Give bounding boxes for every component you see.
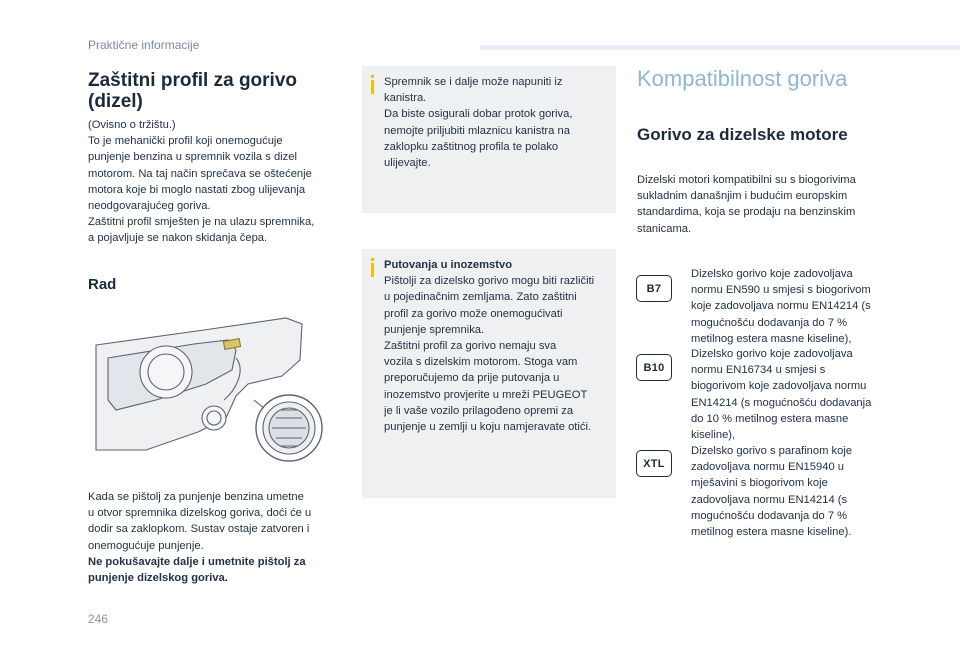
header-bar	[480, 45, 960, 50]
b10-description	[691, 346, 891, 443]
intro-line: sukladnim današnjim i budućim europskim	[637, 190, 848, 203]
note-line: u pojedinačnim zemljama. Zato zaštitni	[384, 291, 577, 304]
note-line: Da biste osigurali dobar protok goriva,	[384, 108, 573, 121]
fuel-line: koje zadovoljava normu EN14214 (s	[691, 300, 871, 313]
xtl-fuel-icon: XTL	[636, 450, 672, 477]
fuel-filler-illustration	[86, 300, 334, 470]
fuel-line: mješavini s biogorivom koje	[691, 477, 828, 490]
note-line: Zaštitni profil za gorivo nemaju sva	[384, 340, 557, 353]
intro-line: stanicama.	[637, 222, 692, 235]
xtl-description	[691, 443, 891, 540]
page-number: 246	[88, 612, 109, 626]
intro-line: To je mehanički profil koji onemogućuje	[88, 135, 283, 148]
note-line: profil za gorivo može onemogućivati	[384, 307, 563, 320]
intro-line: (Ovisno o tržištu.)	[88, 119, 176, 131]
info-icon	[371, 80, 374, 94]
fuel-line: do 10 % metilnog estera masne	[691, 412, 849, 425]
note-line: nemojte priljubiti mlaznicu kanistra na	[384, 124, 570, 137]
b7-description	[691, 266, 891, 347]
info-note-travel	[362, 249, 616, 498]
section-label: Praktične informacije	[88, 38, 200, 52]
note-line: inozemstvo provjerite u mreži PEUGEOT	[384, 388, 588, 401]
intro-line: motorom. Na taj način sprečava se oštećenje	[88, 167, 312, 180]
fuel-line: mogućnošću dodavanja do 7 %	[691, 316, 848, 329]
note-line: Pištolji za dizelsko gorivo mogu biti različiti	[384, 275, 595, 288]
fuel-line: zadovoljava normu EN15940 u	[691, 461, 844, 474]
operation-text	[88, 489, 340, 586]
intro-line: Dizelski motori kompatibilni su s biogorivima	[637, 174, 856, 186]
operation-heading: Rad	[88, 276, 117, 293]
fuel-line: zadovoljava normu EN14214 (s	[691, 493, 848, 506]
section-title: Zaštitni profil za gorivo (dizel)	[88, 70, 298, 112]
note-line: punjenje spremnika.	[384, 323, 485, 336]
fuel-line: biogorivom koje zadovoljava normu	[691, 380, 867, 393]
note-line: je li vaše vozilo prilagođeno opremi za	[384, 404, 574, 417]
warning-line: Ne pokušavajte dalje i umetnite pištolj za	[88, 555, 306, 568]
warning-line: punjenje dizelskog goriva.	[88, 572, 228, 585]
diesel-fuel-heading: Gorivo za dizelske motore	[637, 125, 848, 144]
compatibility-title: Kompatibilnost goriva	[637, 66, 848, 91]
fuel-line: Dizelsko gorivo koje zadovoljava	[691, 348, 853, 360]
note-title: Putovanja u inozemstvo	[384, 259, 513, 271]
info-note-canister	[362, 66, 616, 213]
intro-line: punjenje benzina u spremnik vozila s dizel	[88, 151, 297, 164]
intro-line: standardima, koja se prodaju na benzinskim	[637, 206, 856, 219]
note-line: ulijevajte.	[384, 157, 431, 170]
b7-fuel-icon: B7	[636, 275, 672, 302]
note-line: punjenje u zemlji u koju namjeravate otići.	[384, 421, 592, 434]
intro-text	[88, 117, 340, 247]
fuel-line: metilnog estera masne kiseline),	[691, 332, 852, 345]
note-line: Spremnik se i dalje može napuniti iz	[384, 76, 563, 88]
note-line: kanistra.	[384, 92, 427, 105]
compatibility-intro	[637, 172, 887, 237]
intro-line: a pojavljuje se nakon skidanja čepa.	[88, 232, 268, 245]
fuel-line: mogućnošću dodavanja do 7 %	[691, 509, 848, 522]
fuel-line: EN14214 (s mogućnošću dodavanja	[691, 396, 872, 409]
b10-fuel-icon: B10	[636, 354, 672, 381]
operation-line: dodir sa zaklopkom. Sustav ostaje zatvoren i	[88, 523, 310, 536]
fuel-line: normu EN590 u smjesi s biogorivom	[691, 284, 871, 297]
operation-line: onemogućuje punjenje.	[88, 539, 204, 552]
info-icon	[371, 263, 374, 277]
intro-line: neodgovarajućeg goriva.	[88, 200, 211, 213]
fuel-line: normu EN16734 u smjesi s	[691, 364, 826, 377]
intro-line: Zaštitni profil smješten je na ulazu spremnika,	[88, 216, 315, 229]
fuel-line: Dizelsko gorivo s parafinom koje	[691, 445, 853, 457]
operation-line: u otvor spremnika dizelskog goriva, doći će u	[88, 507, 312, 520]
note-line: preporučujemo da prije putovanja u	[384, 372, 560, 385]
operation-line: Kada se pištolj za punjenje benzina umetne	[88, 491, 304, 503]
note-line: vozila s dizelskim motorom. Stoga vam	[384, 356, 578, 369]
fuel-line: metilnog estera masne kiseline).	[691, 526, 852, 539]
fuel-line: Dizelsko gorivo koje zadovoljava	[691, 268, 853, 280]
note-line: zaklopku zaštitnog profila te polako	[384, 140, 559, 153]
fuel-line: kiseline),	[691, 429, 736, 442]
intro-line: motora koje bi moglo nastati zbog ulijevanja	[88, 183, 306, 196]
